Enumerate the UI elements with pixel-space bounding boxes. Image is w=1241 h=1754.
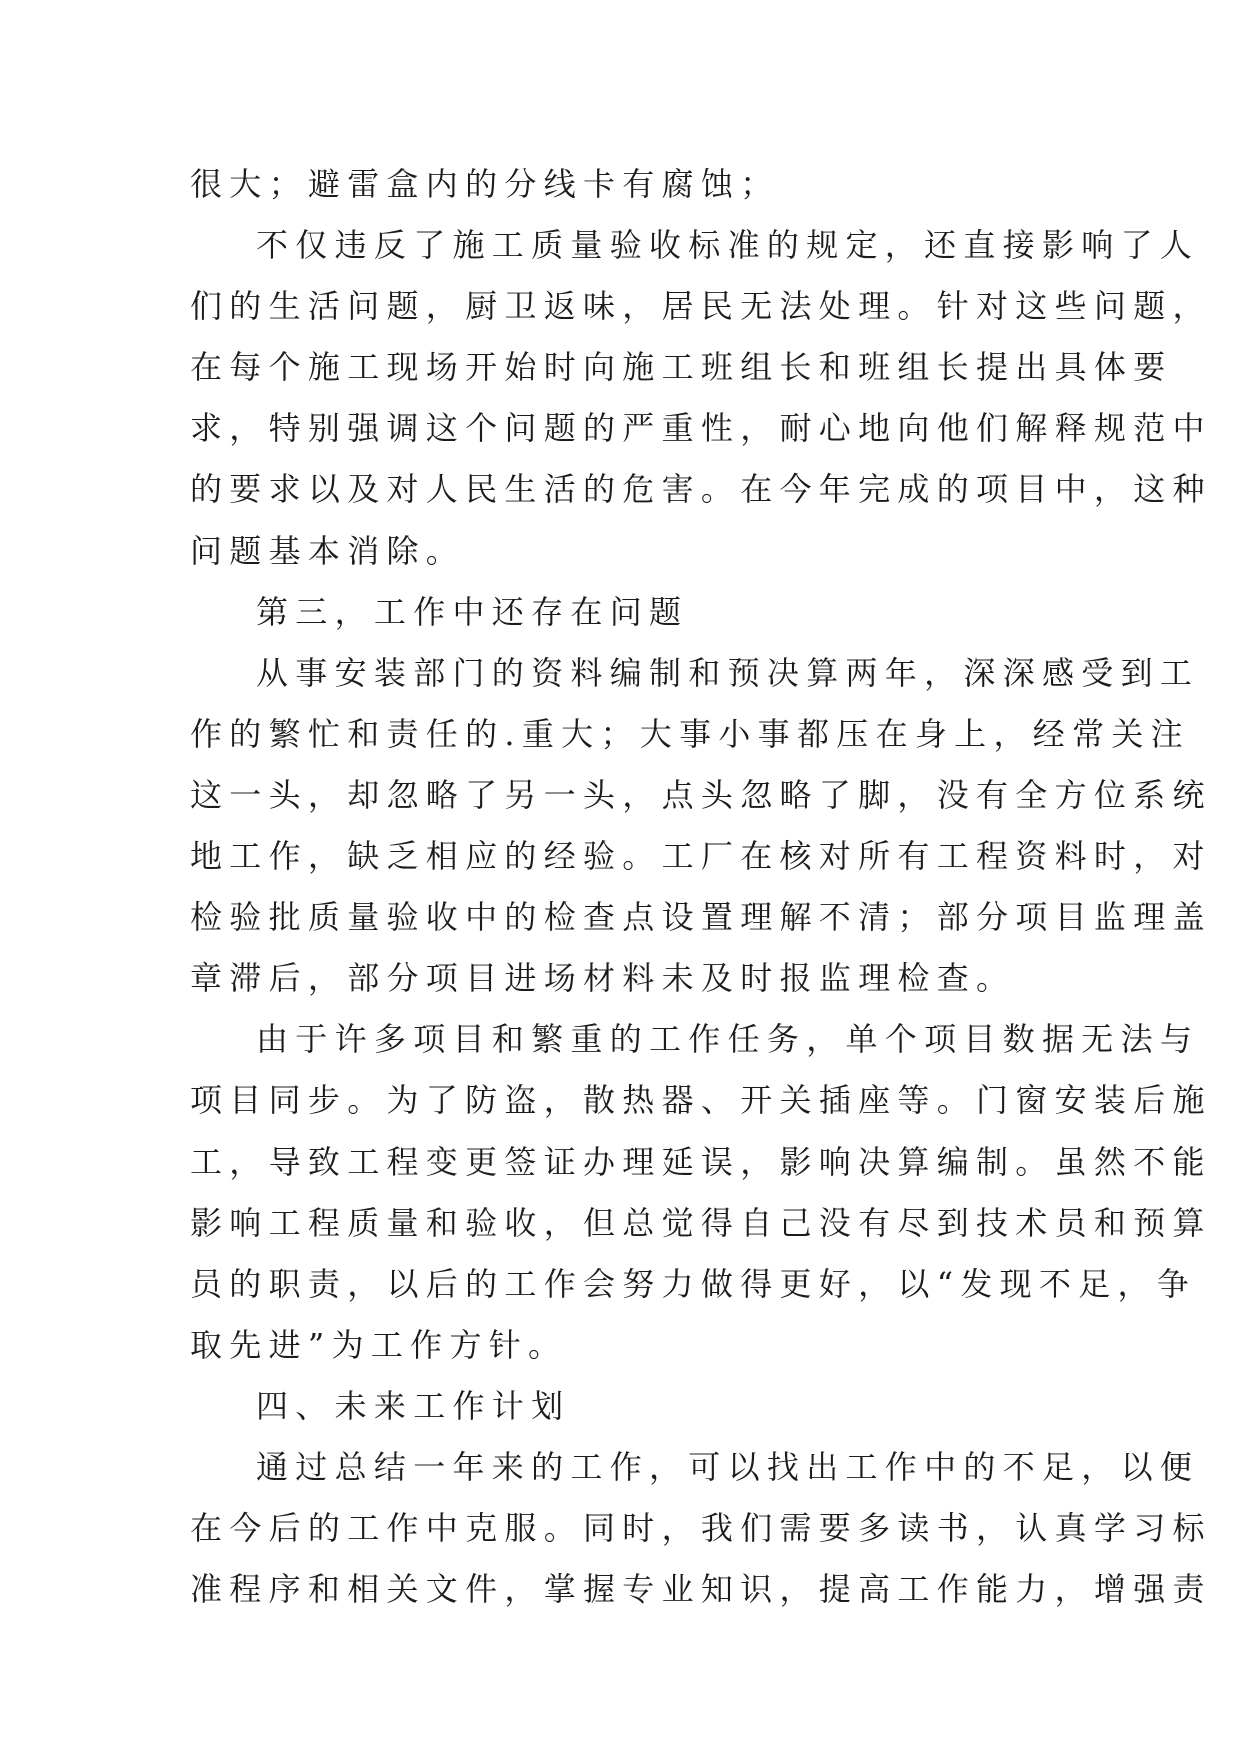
text-line: 工，导致工程变更签证办理延误，影响决算编制。虽然不能 [190,1142,1212,1181]
text-line: 影响工程质量和验收，但总觉得自己没有尽到技术员和预算 [190,1203,1212,1242]
text-line: 们的生活问题，厨卫返味，居民无法处理。针对这些问题， [190,287,1212,326]
paragraph-start-line: 不仅违反了施工质量验收标准的规定，还直接影响了人 [256,226,1200,265]
text-line: 员的职责，以后的工作会努力做得更好，以“发现不足，争 [190,1264,1197,1303]
paragraph-start-line: 通过总结一年来的工作，可以找出工作中的不足，以便 [256,1447,1200,1486]
text-line: 检验批质量验收中的检查点设置理解不清；部分项目监理盖 [190,898,1212,937]
text-line: 项目同步。为了防盗，散热器、开关插座等。门窗安装后施 [190,1081,1212,1120]
text-line: 取先进”为工作方针。 [190,1325,568,1364]
text-line: 这一头，却忽略了另一头，点头忽略了脚，没有全方位系统 [190,775,1212,814]
text-line: 的要求以及对人民生活的危害。在今年完成的项目中，这种 [190,470,1212,509]
text-line: 问题基本消除。 [190,531,466,570]
paragraph-start-line: 由于许多项目和繁重的工作任务，单个项目数据无法与 [256,1020,1200,1059]
text-line: 作的繁忙和责任的.重大；大事小事都压在身上，经常关注 [190,714,1190,753]
section-heading: 四、未来工作计划 [256,1386,571,1425]
body-text [190,154,1212,1620]
text-line: 在每个施工现场开始时向施工班组长和班组长提出具体要 [190,348,1173,387]
text-line: 章滞后，部分项目进场材料未及时报监理检查。 [190,959,1016,998]
section-heading: 第三，工作中还存在问题 [256,592,689,631]
paragraph-start-line: 从事安装部门的资料编制和预决算两年，深深感受到工 [256,653,1200,692]
text-line: 准程序和相关文件，掌握专业知识，提高工作能力，增强责 [190,1570,1212,1609]
text-line: 求，特别强调这个问题的严重性，耐心地向他们解释规范中 [190,409,1212,448]
text-line: 在今后的工作中克服。同时，我们需要多读书，认真学习标 [190,1509,1212,1548]
text-line: 很大；避雷盒内的分线卡有腐蚀； [190,165,780,203]
text-line: 地工作，缺乏相应的经验。工厂在核对所有工程资料时，对 [190,837,1212,876]
